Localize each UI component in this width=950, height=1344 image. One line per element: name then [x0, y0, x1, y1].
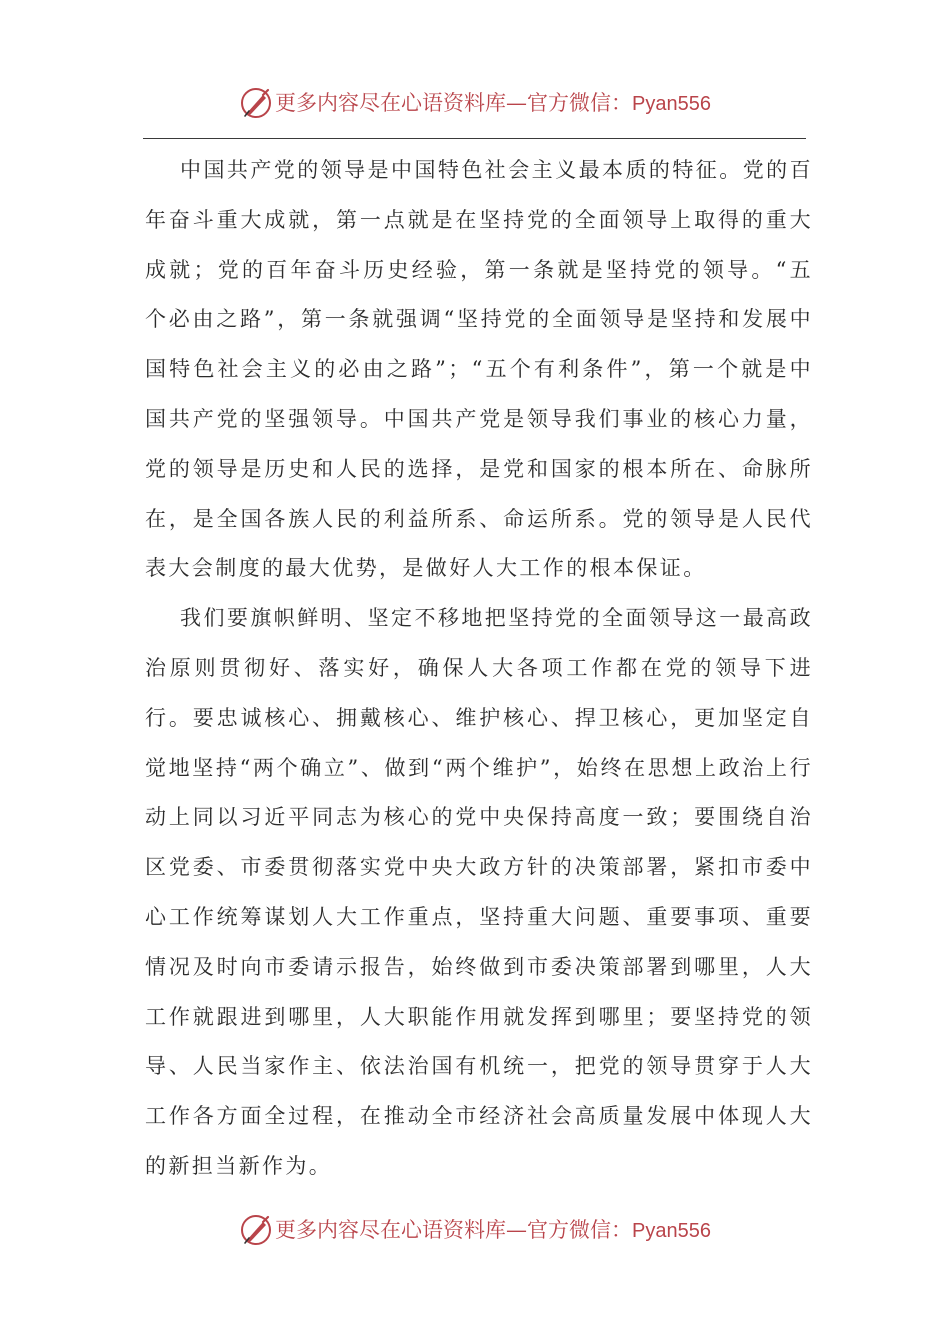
header-label: 更多内容尽在心语资料库—官方微信： [275, 90, 633, 115]
header-divider [143, 138, 806, 139]
footer-text [275, 1217, 711, 1242]
header-banner [0, 83, 950, 123]
pen-nib-logo-icon [239, 1213, 273, 1247]
header-text [275, 90, 711, 115]
header-wechat-id: Pyan556 [632, 92, 711, 115]
footer-banner [0, 1210, 950, 1250]
document-body [145, 146, 813, 1192]
footer-label: 更多内容尽在心语资料库—官方微信： [275, 1217, 633, 1242]
paragraph-1: 中国共产党的领导是中国特色社会主义最本质的特征。党的百年奋斗重大成就，第一点就是在坚持党的全面领导上取得的重大成就；党的百年奋斗历史经验，第一条就是坚持党的领导。“五个必由之路”，第一条就强调“坚持党的全面领导是坚持和发展中国特色社会主义的必由之路”；“五个有利条件”，第一个就是中国共产党的坚强领导。中国共产党是领导我们事业的核心力量，党的领导是历史和人民的选择，是党和国家的根本所在、命脉所在，是全国各族人民的利益所系、命运所系。党的领导是人民代表大会制度的最大优势，是做好人大工作的根本保证。 [145, 158, 813, 581]
paragraph-2: 我们要旗帜鲜明、坚定不移地把坚持党的全面领导这一最高政治原则贯彻好、落实好，确保人大各项工作都在党的领导下进行。要忠诚核心、拥戴核心、维护核心、捍卫核心，更加坚定自觉地坚持“两个确立”、做到“两个维护”，始终在思想上政治上行动上同以习近平同志为核心的党中央保持高度一致；要围绕自治区党委、市委贯彻落实党中央大政方针的决策部署，紧扣市委中心工作统筹谋划人大工作重点，坚持重大问题、重要事项、重要情况及时向市委请示报告，始终做到市委决策部署到哪里，人大工作就跟进到哪里，人大职能作用就发挥到哪里；要坚持党的领导、人民当家作主、依法治国有机统一，把党的领导贯穿于人大工作各方面全过程，在推动全市经济社会高质量发展中体现人大的新担当新作为。 [145, 606, 813, 1178]
footer-wechat-id: Pyan556 [632, 1219, 711, 1242]
pen-nib-logo-icon [239, 86, 273, 120]
